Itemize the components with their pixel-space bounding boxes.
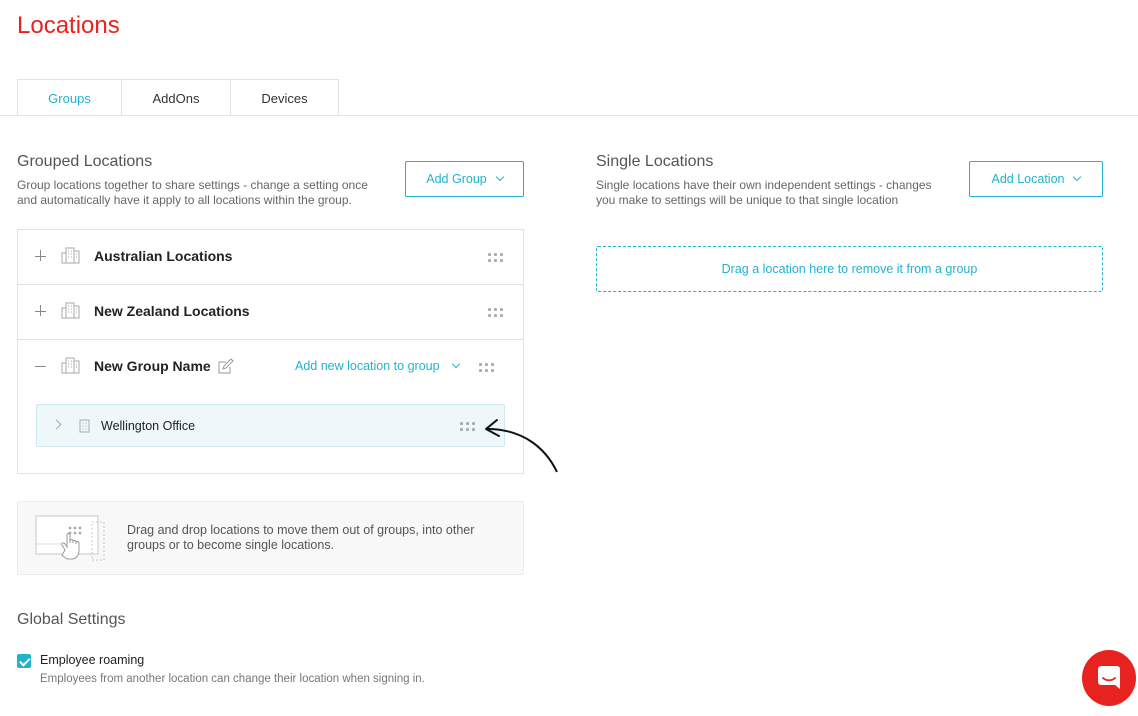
plus-icon[interactable] [35,305,47,317]
chevron-right-icon[interactable] [52,420,62,430]
drag-hand-illustration-icon [35,514,107,564]
employee-roaming-checkbox[interactable] [17,654,31,668]
hint-text [127,523,497,553]
tab-devices[interactable]: Devices [231,79,339,116]
drag-handle-icon[interactable] [488,253,505,263]
group-name: New Zealand Locations [94,303,250,319]
group-name: New Group Name [94,358,211,374]
add-location-label: Add Location [991,172,1065,186]
page-title: Locations [17,12,120,39]
dropzone-text: Drag a location here to remove it from a group [721,262,978,276]
drag-handle-icon[interactable] [460,422,477,432]
tab-groups[interactable]: Groups [17,79,122,116]
building-icon [61,357,81,374]
drag-drop-hint [17,501,524,575]
location-item[interactable] [36,404,505,447]
chevron-down-icon [1073,173,1081,181]
chat-launcher-button[interactable] [1082,650,1136,706]
chevron-down-icon [451,360,459,368]
add-location-to-group-dropdown[interactable] [295,359,459,373]
add-location-to-group-label: Add new location to group [295,359,440,373]
hint-line-1: Drag and drop locations to move them out of groups, into other [127,523,475,537]
location-name: Wellington Office [101,419,196,433]
grouped-locations-title: Grouped Locations [17,153,153,170]
chevron-down-icon [495,173,503,181]
edit-icon[interactable] [217,358,234,375]
minus-icon[interactable] [35,360,47,372]
building-icon [61,247,81,264]
global-settings-title: Global Settings [17,611,126,628]
grouped-description-line-2: and automatically have it apply to all locations within the group. [17,193,352,207]
group-row[interactable] [18,230,523,285]
employee-roaming-description: Employees from another location can change their location when signing in. [40,673,425,685]
building-icon [79,419,90,433]
single-locations-dropzone[interactable] [596,246,1103,292]
group-name: Australian Locations [94,248,233,264]
drag-handle-icon[interactable] [479,363,496,373]
group-row[interactable] [18,285,523,340]
annotation-arrow-icon [480,415,565,477]
single-locations-title: Single Locations [596,153,714,170]
add-group-button[interactable] [405,161,524,197]
grouped-description-line-1: Group locations together to share settings - change a setting once [17,178,368,192]
tab-addons[interactable]: AddOns [122,79,231,116]
add-location-button[interactable] [969,161,1103,197]
tab-divider [0,115,1138,116]
add-group-label: Add Group [426,172,487,186]
chat-icon [1097,665,1121,691]
groups-list [17,229,524,474]
building-icon [61,302,81,319]
hint-line-2: groups or to become single locations. [127,538,335,552]
single-description-line-2: you make to settings will be unique to that single location [596,193,899,207]
plus-icon[interactable] [35,250,47,262]
single-description-line-1: Single locations have their own independent settings - changes [596,178,932,192]
single-locations-description [596,178,966,208]
employee-roaming-label[interactable]: Employee roaming [40,653,145,667]
grouped-locations-description [17,178,397,208]
drag-handle-icon[interactable] [488,308,505,318]
tab-bar [17,79,339,116]
